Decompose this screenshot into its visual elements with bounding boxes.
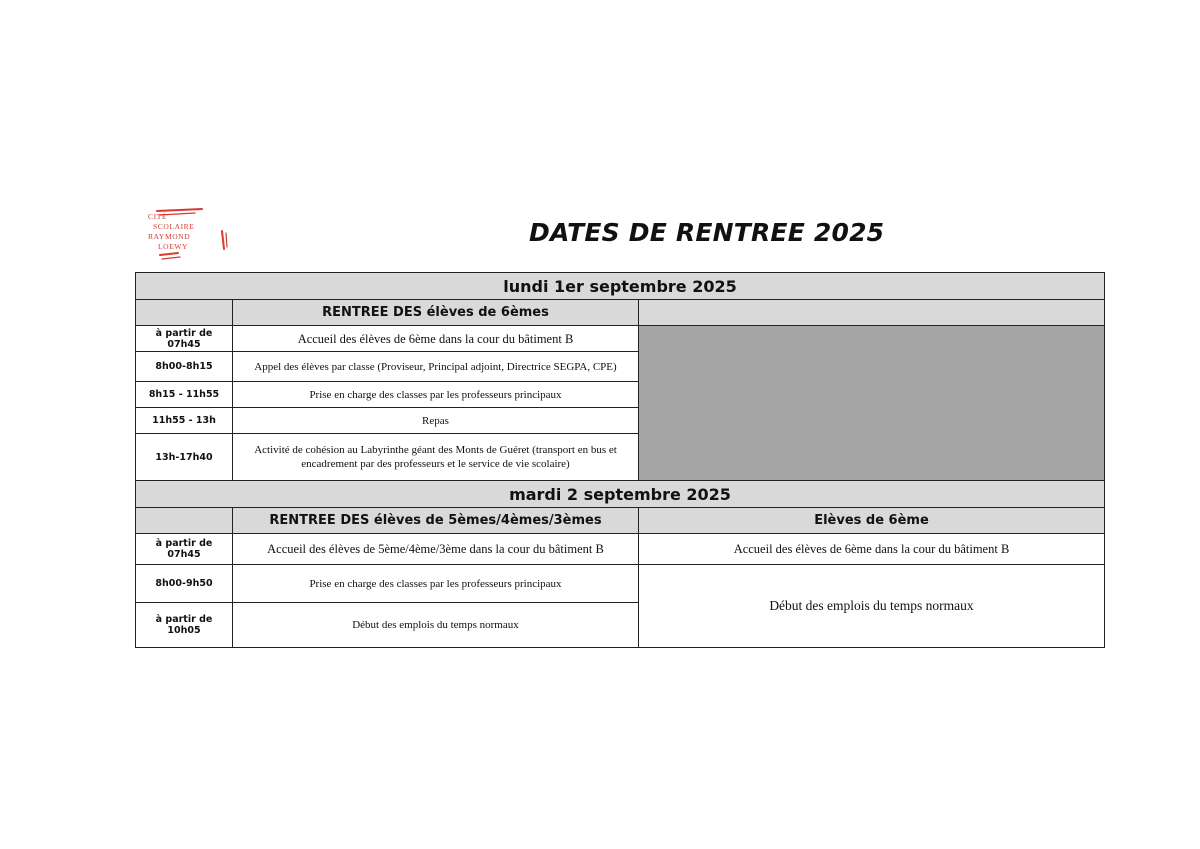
- day-heading-tuesday: mardi 2 septembre 2025: [136, 481, 1105, 508]
- description-cell: Repas: [233, 408, 639, 434]
- time-cell: 11h55 - 13h: [136, 408, 233, 434]
- page-title: DATES DE RENTREE 2025: [529, 218, 885, 247]
- time-cell: à partir de 07h45: [136, 326, 233, 352]
- shaded-empty-cell: [639, 326, 1105, 481]
- table-row: [136, 326, 1105, 352]
- time-cell: 8h00-9h50: [136, 565, 233, 603]
- description-cell: Accueil des élèves de 5ème/4ème/3ème dans la cour du bâtiment B: [233, 534, 639, 565]
- description-cell-6eme: Accueil des élèves de 6ème dans la cour du bâtiment B: [639, 534, 1105, 565]
- time-cell: 8h00-8h15: [136, 352, 233, 382]
- table-row: [136, 565, 1105, 603]
- description-cell: Activité de cohésion au Labyrinthe géant des Monts de Guéret (transport en bus et encadrement par des professeurs et le service de vie scolaire): [233, 434, 639, 481]
- logo-wordmark: [148, 212, 194, 252]
- header-row-monday: [136, 300, 1105, 326]
- day-row-tuesday: [136, 481, 1105, 508]
- schedule-table: [135, 272, 1105, 648]
- time-cell: 13h-17h40: [136, 434, 233, 481]
- column-header-5-4-3eme: RENTREE DES élèves de 5èmes/4èmes/3èmes: [233, 508, 639, 534]
- time-cell: à partir de 10h05: [136, 603, 233, 648]
- time-column-header: [136, 300, 233, 326]
- table-row: [136, 534, 1105, 565]
- empty-column-header: [639, 300, 1105, 326]
- description-cell: Prise en charge des classes par les professeurs principaux: [233, 382, 639, 408]
- description-cell: Accueil des élèves de 6ème dans la cour du bâtiment B: [233, 326, 639, 352]
- column-header-6eme: RENTREE DES élèves de 6èmes: [233, 300, 639, 326]
- logo-line-4: LOEWY: [158, 242, 189, 251]
- school-logo: [130, 203, 238, 265]
- day-row-monday: [136, 273, 1105, 300]
- time-cell: 8h15 - 11h55: [136, 382, 233, 408]
- description-cell: Prise en charge des classes par les professeurs principaux: [233, 565, 639, 603]
- day-heading-monday: lundi 1er septembre 2025: [136, 273, 1105, 300]
- logo-line-2: SCOLAIRE: [153, 222, 195, 231]
- logo-line-3: RAYMOND: [148, 232, 191, 241]
- header-row-tuesday: [136, 508, 1105, 534]
- time-column-header: [136, 508, 233, 534]
- description-cell: Début des emplois du temps normaux: [233, 603, 639, 648]
- merged-description-cell-6eme: Début des emplois du temps normaux: [639, 565, 1105, 648]
- description-cell: Appel des élèves par classe (Proviseur, Principal adjoint, Directrice SEGPA, CPE): [233, 352, 639, 382]
- column-header-6eme: Elèves de 6ème: [639, 508, 1105, 534]
- time-cell: à partir de 07h45: [136, 534, 233, 565]
- logo-line-1: CITÉ: [148, 212, 168, 221]
